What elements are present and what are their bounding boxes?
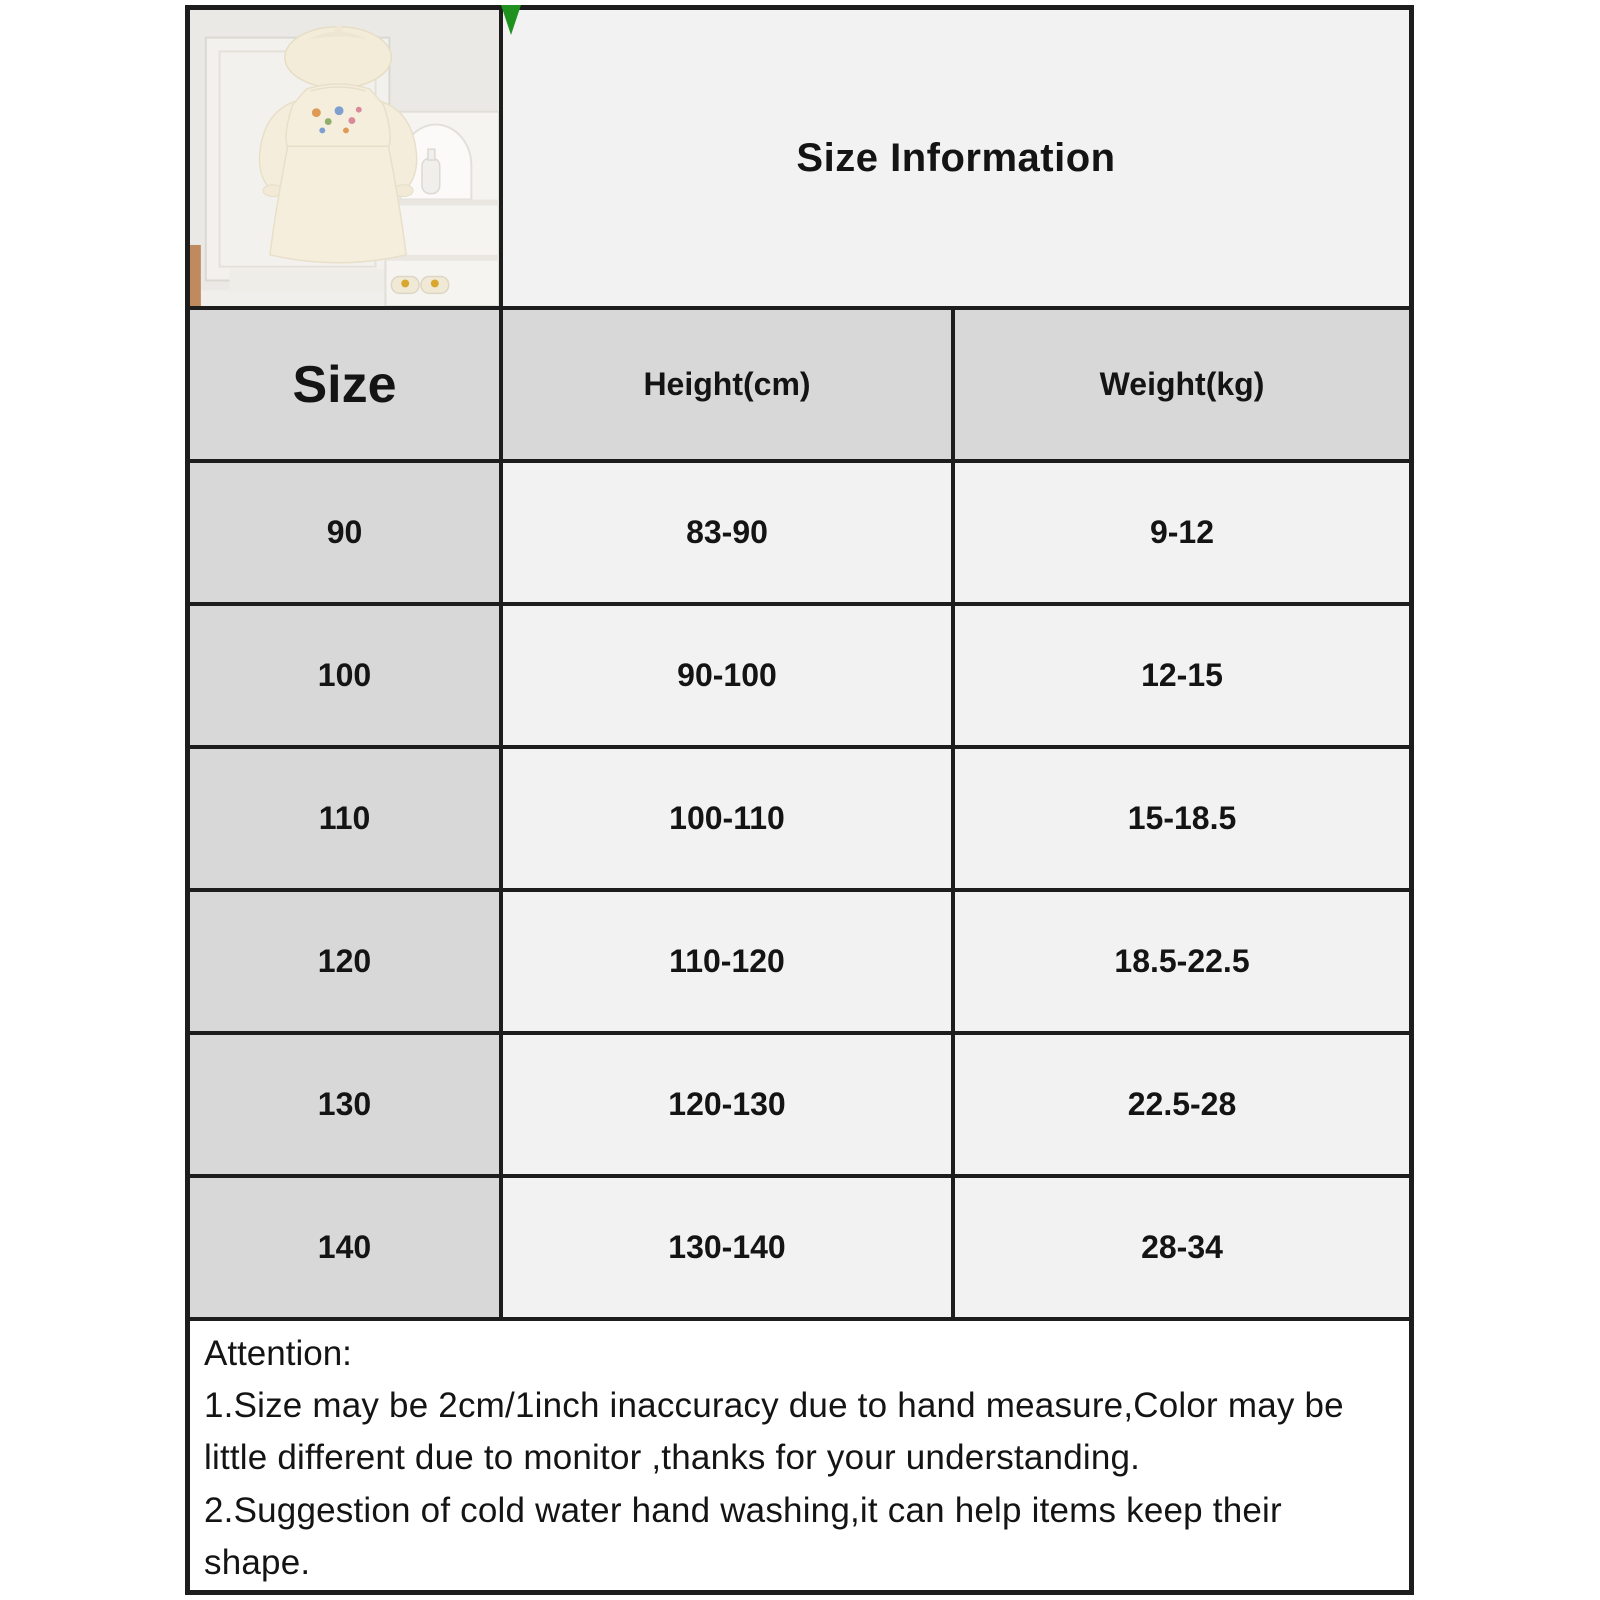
weight-cell: 18.5-22.5 (955, 892, 1409, 1031)
table-row (190, 745, 1409, 888)
size-cell: 110 (190, 749, 503, 888)
weight-cell: 22.5-28 (955, 1035, 1409, 1174)
table-row (190, 1031, 1409, 1174)
title-cell (503, 10, 1409, 306)
attention-line-1: 1.Size may be 2cm/1inch inaccuracy due to hand measure,Color may be little different due to monitor ,thanks for your understanding. (204, 1385, 1344, 1478)
column-header-weight: Weight(kg) (955, 310, 1409, 459)
attention-note (190, 1317, 1409, 1590)
height-cell: 83-90 (503, 463, 955, 602)
size-cell: 100 (190, 606, 503, 745)
table-row (190, 602, 1409, 745)
wood-chair-sliver (190, 245, 201, 306)
size-chart-sheet (185, 5, 1414, 1595)
product-photo-illustration (190, 10, 499, 306)
table-header-row (190, 306, 1409, 459)
page-title: Size Information (796, 135, 1116, 180)
top-row (190, 10, 1409, 306)
column-header-height: Height(cm) (503, 310, 955, 459)
height-cell: 120-130 (503, 1035, 955, 1174)
size-cell: 120 (190, 892, 503, 1031)
weight-cell: 12-15 (955, 606, 1409, 745)
attention-heading: Attention: (204, 1334, 352, 1374)
vase (422, 158, 440, 194)
weight-cell: 28-34 (955, 1178, 1409, 1317)
attention-line-2: 2.Suggestion of cold water hand washing,it can help items keep their shape. (204, 1490, 1282, 1583)
weight-cell: 9-12 (955, 463, 1409, 602)
green-corner-marker-icon (501, 5, 521, 35)
column-header-size: Size (190, 310, 503, 459)
size-cell: 140 (190, 1178, 503, 1317)
table-row (190, 459, 1409, 602)
size-cell: 90 (190, 463, 503, 602)
height-cell: 90-100 (503, 606, 955, 745)
height-cell: 100-110 (503, 749, 955, 888)
height-cell: 130-140 (503, 1178, 955, 1317)
table-row (190, 1174, 1409, 1317)
table-row (190, 888, 1409, 1031)
height-cell: 110-120 (503, 892, 955, 1031)
beret-hat (285, 26, 392, 88)
size-cell: 130 (190, 1035, 503, 1174)
weight-cell: 15-18.5 (955, 749, 1409, 888)
product-image (190, 10, 503, 306)
dress (260, 84, 417, 263)
